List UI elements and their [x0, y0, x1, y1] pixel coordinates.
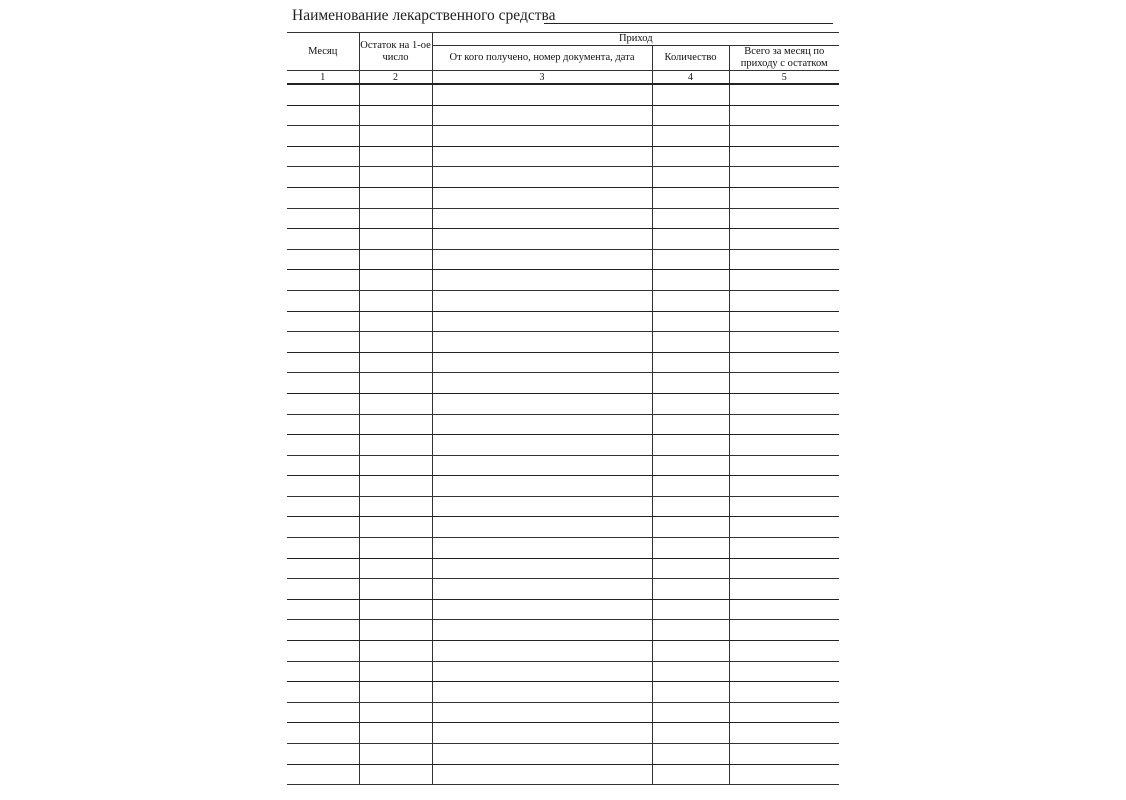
blank-cell[interactable] [729, 764, 839, 785]
table-row [287, 126, 839, 147]
blank-cell[interactable] [287, 352, 359, 373]
table-row [287, 393, 839, 414]
blank-cell[interactable] [432, 476, 652, 497]
blank-cell[interactable] [359, 702, 432, 723]
table-row [287, 270, 839, 291]
blank-cell[interactable] [359, 661, 432, 682]
blank-cell[interactable] [359, 311, 432, 332]
table-row [287, 167, 839, 188]
blank-cell[interactable] [729, 332, 839, 353]
blank-cell[interactable] [359, 249, 432, 270]
blank-cell[interactable] [652, 229, 729, 250]
blank-cell[interactable] [729, 538, 839, 559]
blank-cell[interactable] [359, 167, 432, 188]
blank-cell[interactable] [432, 661, 652, 682]
blank-cell[interactable] [729, 187, 839, 208]
blank-cell[interactable] [287, 270, 359, 291]
table-row [287, 517, 839, 538]
blank-cell[interactable] [287, 414, 359, 435]
blank-cell[interactable] [652, 187, 729, 208]
blank-cell[interactable] [287, 538, 359, 559]
blank-cell[interactable] [432, 208, 652, 229]
table-row [287, 249, 839, 270]
table-row [287, 187, 839, 208]
blank-cell[interactable] [287, 641, 359, 662]
blank-cell[interactable] [729, 455, 839, 476]
blank-cell[interactable] [729, 126, 839, 147]
blank-cell[interactable] [652, 558, 729, 579]
column-number: 4 [652, 71, 729, 85]
blank-cell[interactable] [729, 579, 839, 600]
blank-cell[interactable] [432, 538, 652, 559]
table-row [287, 641, 839, 662]
blank-cell[interactable] [652, 414, 729, 435]
column-number: 5 [729, 71, 839, 85]
blank-cell[interactable] [359, 393, 432, 414]
blank-cell[interactable] [729, 84, 839, 105]
table-row [287, 744, 839, 765]
blank-cell[interactable] [432, 105, 652, 126]
blank-cell[interactable] [287, 146, 359, 167]
blank-cell[interactable] [359, 538, 432, 559]
blank-cell[interactable] [287, 229, 359, 250]
blank-cell[interactable] [729, 414, 839, 435]
blank-cell[interactable] [432, 702, 652, 723]
header-total-month: Всего за месяц по приходу с остатком [729, 46, 839, 71]
blank-cell[interactable] [729, 146, 839, 167]
header-income-group: Приход [432, 33, 839, 46]
table-row [287, 414, 839, 435]
blank-cell[interactable] [652, 290, 729, 311]
table-row [287, 311, 839, 332]
blank-cell[interactable] [652, 270, 729, 291]
drug-name-line [292, 6, 837, 28]
blank-cell[interactable] [287, 558, 359, 579]
blank-cell[interactable] [287, 723, 359, 744]
blank-cell[interactable] [729, 105, 839, 126]
blank-cell[interactable] [652, 84, 729, 105]
blank-cell[interactable] [729, 352, 839, 373]
blank-cell[interactable] [359, 579, 432, 600]
blank-cell[interactable] [359, 620, 432, 641]
blank-cell[interactable] [652, 517, 729, 538]
table-row [287, 332, 839, 353]
blank-cell[interactable] [359, 599, 432, 620]
blank-cell[interactable] [359, 476, 432, 497]
blank-cell[interactable] [729, 311, 839, 332]
table-row [287, 661, 839, 682]
table-row [287, 702, 839, 723]
blank-cell[interactable] [432, 290, 652, 311]
blank-cell[interactable] [359, 517, 432, 538]
table-row [287, 373, 839, 394]
blank-cell[interactable] [432, 744, 652, 765]
blank-cell[interactable] [729, 558, 839, 579]
table-row [287, 455, 839, 476]
blank-cell[interactable] [432, 187, 652, 208]
blank-cell[interactable] [652, 373, 729, 394]
blank-cell[interactable] [652, 208, 729, 229]
table-row [287, 84, 839, 105]
header-from-whom: От кого получено, номер документа, дата [432, 46, 652, 71]
blank-cell[interactable] [359, 558, 432, 579]
blank-cell[interactable] [729, 496, 839, 517]
blank-cell[interactable] [652, 352, 729, 373]
blank-cell[interactable] [652, 620, 729, 641]
blank-cell[interactable] [359, 146, 432, 167]
blank-cell[interactable] [432, 249, 652, 270]
blank-cell[interactable] [287, 311, 359, 332]
blank-cell[interactable] [287, 393, 359, 414]
table-row [287, 682, 839, 703]
table-row [287, 146, 839, 167]
table-row [287, 105, 839, 126]
blank-cell[interactable] [287, 332, 359, 353]
blank-cell[interactable] [729, 661, 839, 682]
blank-cell[interactable] [287, 517, 359, 538]
blank-cell[interactable] [432, 435, 652, 456]
blank-cell[interactable] [432, 167, 652, 188]
header-month: Месяц [287, 33, 359, 71]
blank-cell[interactable] [652, 332, 729, 353]
blank-cell[interactable] [359, 455, 432, 476]
blank-cell[interactable] [729, 702, 839, 723]
blank-cell[interactable] [729, 620, 839, 641]
blank-cell[interactable] [729, 290, 839, 311]
blank-cell[interactable] [652, 167, 729, 188]
blank-cell[interactable] [729, 641, 839, 662]
blank-cell[interactable] [432, 599, 652, 620]
table-row [287, 579, 839, 600]
blank-cell[interactable] [652, 455, 729, 476]
register-body [287, 84, 839, 785]
blank-cell[interactable] [432, 270, 652, 291]
header-balance-first-day: Остаток на 1-ое число [359, 33, 432, 71]
blank-cell[interactable] [432, 146, 652, 167]
column-number: 2 [359, 71, 432, 85]
blank-cell[interactable] [432, 764, 652, 785]
blank-cell[interactable] [729, 476, 839, 497]
blank-cell[interactable] [652, 393, 729, 414]
table-row [287, 620, 839, 641]
blank-cell[interactable] [359, 723, 432, 744]
column-number: 1 [287, 71, 359, 85]
drug-name-blank-field[interactable] [544, 23, 833, 24]
table-row [287, 764, 839, 785]
header-quantity: Количество [652, 46, 729, 71]
blank-cell[interactable] [359, 187, 432, 208]
blank-cell[interactable] [729, 744, 839, 765]
blank-cell[interactable] [287, 249, 359, 270]
blank-cell[interactable] [359, 208, 432, 229]
blank-cell[interactable] [359, 414, 432, 435]
receipt-register-table [287, 32, 839, 785]
table-row [287, 496, 839, 517]
table-row [287, 435, 839, 456]
blank-cell[interactable] [432, 558, 652, 579]
blank-cell[interactable] [432, 723, 652, 744]
blank-cell[interactable] [432, 455, 652, 476]
blank-cell[interactable] [652, 435, 729, 456]
blank-cell[interactable] [287, 290, 359, 311]
blank-cell[interactable] [432, 414, 652, 435]
blank-cell[interactable] [652, 146, 729, 167]
blank-cell[interactable] [729, 723, 839, 744]
blank-cell[interactable] [359, 126, 432, 147]
table-row [287, 723, 839, 744]
blank-cell[interactable] [729, 682, 839, 703]
blank-cell[interactable] [729, 599, 839, 620]
blank-cell[interactable] [432, 84, 652, 105]
table-row [287, 476, 839, 497]
table-row [287, 538, 839, 559]
blank-cell[interactable] [652, 702, 729, 723]
blank-cell[interactable] [359, 270, 432, 291]
blank-cell[interactable] [652, 249, 729, 270]
blank-cell[interactable] [432, 517, 652, 538]
blank-cell[interactable] [287, 455, 359, 476]
blank-cell[interactable] [729, 373, 839, 394]
blank-cell[interactable] [359, 290, 432, 311]
blank-cell[interactable] [652, 126, 729, 147]
blank-cell[interactable] [359, 641, 432, 662]
blank-cell[interactable] [287, 208, 359, 229]
column-number: 3 [432, 71, 652, 85]
blank-cell[interactable] [359, 229, 432, 250]
blank-cell[interactable] [287, 167, 359, 188]
blank-cell[interactable] [359, 352, 432, 373]
blank-cell[interactable] [432, 496, 652, 517]
blank-cell[interactable] [287, 105, 359, 126]
blank-cell[interactable] [432, 311, 652, 332]
blank-cell[interactable] [729, 517, 839, 538]
table-row [287, 229, 839, 250]
table-row [287, 558, 839, 579]
blank-cell[interactable] [652, 744, 729, 765]
table-row [287, 599, 839, 620]
blank-cell[interactable] [652, 641, 729, 662]
blank-cell[interactable] [652, 311, 729, 332]
blank-cell[interactable] [359, 332, 432, 353]
blank-cell[interactable] [287, 496, 359, 517]
blank-cell[interactable] [432, 332, 652, 353]
blank-cell[interactable] [432, 579, 652, 600]
blank-cell[interactable] [729, 229, 839, 250]
blank-cell[interactable] [432, 641, 652, 662]
blank-cell[interactable] [652, 496, 729, 517]
blank-cell[interactable] [729, 393, 839, 414]
blank-cell[interactable] [287, 579, 359, 600]
table-row [287, 290, 839, 311]
blank-cell[interactable] [359, 435, 432, 456]
blank-cell[interactable] [287, 435, 359, 456]
blank-cell[interactable] [287, 661, 359, 682]
blank-cell[interactable] [432, 229, 652, 250]
blank-cell[interactable] [287, 476, 359, 497]
blank-cell[interactable] [287, 702, 359, 723]
blank-cell[interactable] [287, 682, 359, 703]
blank-cell[interactable] [729, 208, 839, 229]
table-row [287, 208, 839, 229]
blank-cell[interactable] [432, 126, 652, 147]
blank-cell[interactable] [432, 373, 652, 394]
table-row [287, 352, 839, 373]
blank-cell[interactable] [359, 496, 432, 517]
blank-cell[interactable] [652, 476, 729, 497]
blank-cell[interactable] [359, 105, 432, 126]
drug-name-label: Наименование лекарственного средства [292, 7, 556, 24]
blank-cell[interactable] [432, 352, 652, 373]
blank-cell[interactable] [287, 599, 359, 620]
blank-cell[interactable] [652, 682, 729, 703]
blank-cell[interactable] [432, 393, 652, 414]
blank-cell[interactable] [287, 764, 359, 785]
blank-cell[interactable] [359, 764, 432, 785]
blank-cell[interactable] [432, 682, 652, 703]
blank-cell[interactable] [359, 373, 432, 394]
blank-cell[interactable] [287, 620, 359, 641]
blank-cell[interactable] [359, 84, 432, 105]
blank-cell[interactable] [652, 105, 729, 126]
blank-cell[interactable] [729, 167, 839, 188]
blank-cell[interactable] [652, 723, 729, 744]
blank-cell[interactable] [287, 84, 359, 105]
blank-cell[interactable] [729, 435, 839, 456]
blank-cell[interactable] [359, 744, 432, 765]
blank-cell[interactable] [359, 682, 432, 703]
blank-cell[interactable] [287, 187, 359, 208]
blank-cell[interactable] [287, 373, 359, 394]
blank-cell[interactable] [652, 764, 729, 785]
blank-cell[interactable] [729, 249, 839, 270]
blank-cell[interactable] [432, 620, 652, 641]
blank-cell[interactable] [729, 270, 839, 291]
blank-cell[interactable] [652, 661, 729, 682]
blank-cell[interactable] [652, 579, 729, 600]
blank-cell[interactable] [652, 538, 729, 559]
blank-cell[interactable] [652, 599, 729, 620]
blank-cell[interactable] [287, 126, 359, 147]
blank-cell[interactable] [287, 744, 359, 765]
